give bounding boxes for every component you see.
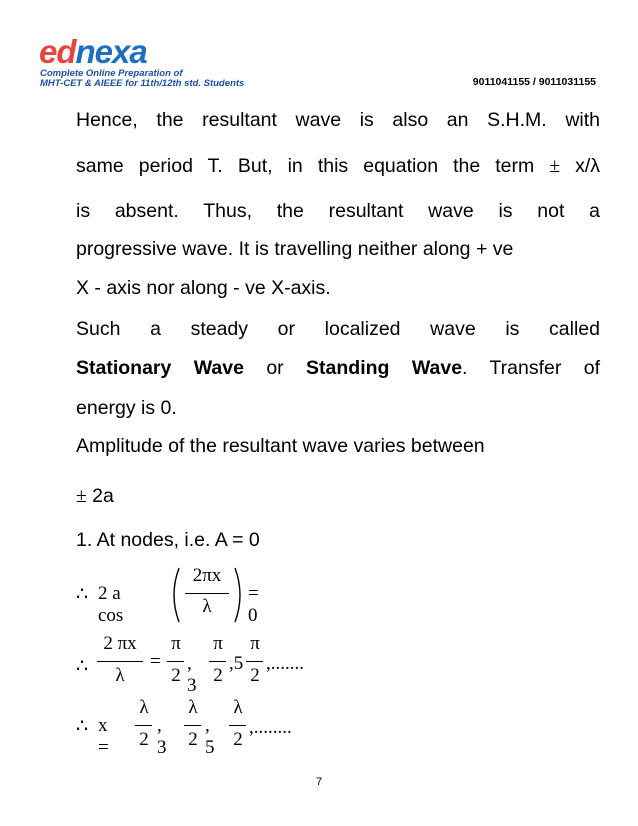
text-span: or	[243, 357, 307, 379]
pi-numerator: π	[171, 633, 181, 654]
text-line: Hence, the resultant wave is also an S.H.M. with	[76, 109, 600, 131]
phone-numbers: 9011041155 / 9011031155	[472, 76, 596, 88]
pi-numerator: π	[250, 633, 260, 654]
plus-minus-symbol: ±	[76, 486, 87, 507]
lambda-numerator: λ	[139, 697, 149, 718]
two-denominator: 2	[250, 665, 260, 686]
right-paren	[232, 566, 248, 624]
therefore-symbol: ∴	[76, 584, 89, 605]
therefore-symbol: ∴	[76, 656, 89, 677]
text-span: same period T. But, in this equation the term	[76, 155, 550, 177]
ednexa-logo	[39, 33, 245, 89]
lambda-numerator: λ	[233, 697, 243, 718]
text-line: is absent. Thus, the resultant wave is not a	[76, 200, 600, 222]
eq3-lhs: x =	[98, 715, 109, 758]
text-line: Amplitude of the resultant wave varies between	[76, 435, 485, 457]
left-paren	[166, 566, 182, 624]
pi-numerator: π	[213, 633, 223, 654]
text-line	[76, 154, 600, 179]
eq1-numerator: 2πx	[192, 565, 222, 586]
fraction-bar	[229, 725, 246, 726]
eq2-denominator: λ	[115, 665, 125, 686]
fraction-bar	[167, 661, 184, 662]
list-item-1: 1. At nodes, i.e. A = 0	[76, 529, 260, 551]
fraction-bar	[135, 725, 152, 726]
text-line	[76, 484, 600, 509]
eq1-denominator: λ	[202, 596, 212, 617]
ellipsis: ,........	[249, 717, 292, 738]
fraction-bar	[246, 661, 263, 662]
therefore-symbol: ∴	[76, 716, 89, 737]
separator: , 3	[157, 715, 167, 758]
text-line: energy is 0.	[76, 397, 177, 419]
text-span: x/λ	[560, 155, 600, 177]
separator: , 3	[187, 653, 197, 696]
two-denominator: 2	[233, 729, 243, 750]
fraction-bar	[209, 661, 226, 662]
logo-nexa: nexa	[75, 33, 147, 70]
term-standing-wave: Standing Wave	[306, 357, 463, 379]
plus-minus-symbol: ±	[549, 156, 561, 177]
two-denominator: 2	[188, 729, 198, 750]
text-line	[76, 356, 600, 380]
term-stationary-wave: Stationary Wave	[76, 357, 244, 379]
two-denominator: 2	[171, 665, 181, 686]
logo-tagline-1: Complete Online Preparation of	[40, 68, 183, 79]
text-span: . Transfer of	[462, 357, 600, 379]
two-denominator: 2	[213, 665, 223, 686]
text-span: 2a	[86, 485, 114, 507]
page-number: 7	[315, 776, 323, 788]
fraction-bar	[185, 593, 229, 594]
eq2-numerator: 2 πx	[103, 633, 137, 654]
ellipsis: ,.......	[266, 653, 304, 674]
two-denominator: 2	[139, 729, 149, 750]
fraction-bar	[184, 725, 201, 726]
text-line: X - axis nor along - ve X-axis.	[76, 277, 331, 299]
logo-tagline-2: MHT-CET & AIEEE for 11th/12th std. Students	[40, 78, 245, 89]
logo-ed: ed	[39, 33, 76, 70]
eq1-rhs: = 0	[248, 583, 259, 626]
logo-wordmark	[39, 33, 244, 70]
eq1-lhs: 2 a cos	[98, 583, 124, 626]
text-line: progressive wave. It is travelling neither along + ve	[76, 238, 514, 260]
lambda-numerator: λ	[188, 697, 198, 718]
separator: ,5	[229, 653, 244, 674]
fraction-bar	[97, 661, 143, 662]
text-line: Such a steady or localized wave is called	[76, 318, 600, 340]
equals-sign: =	[150, 651, 161, 672]
separator: , 5	[205, 715, 215, 758]
